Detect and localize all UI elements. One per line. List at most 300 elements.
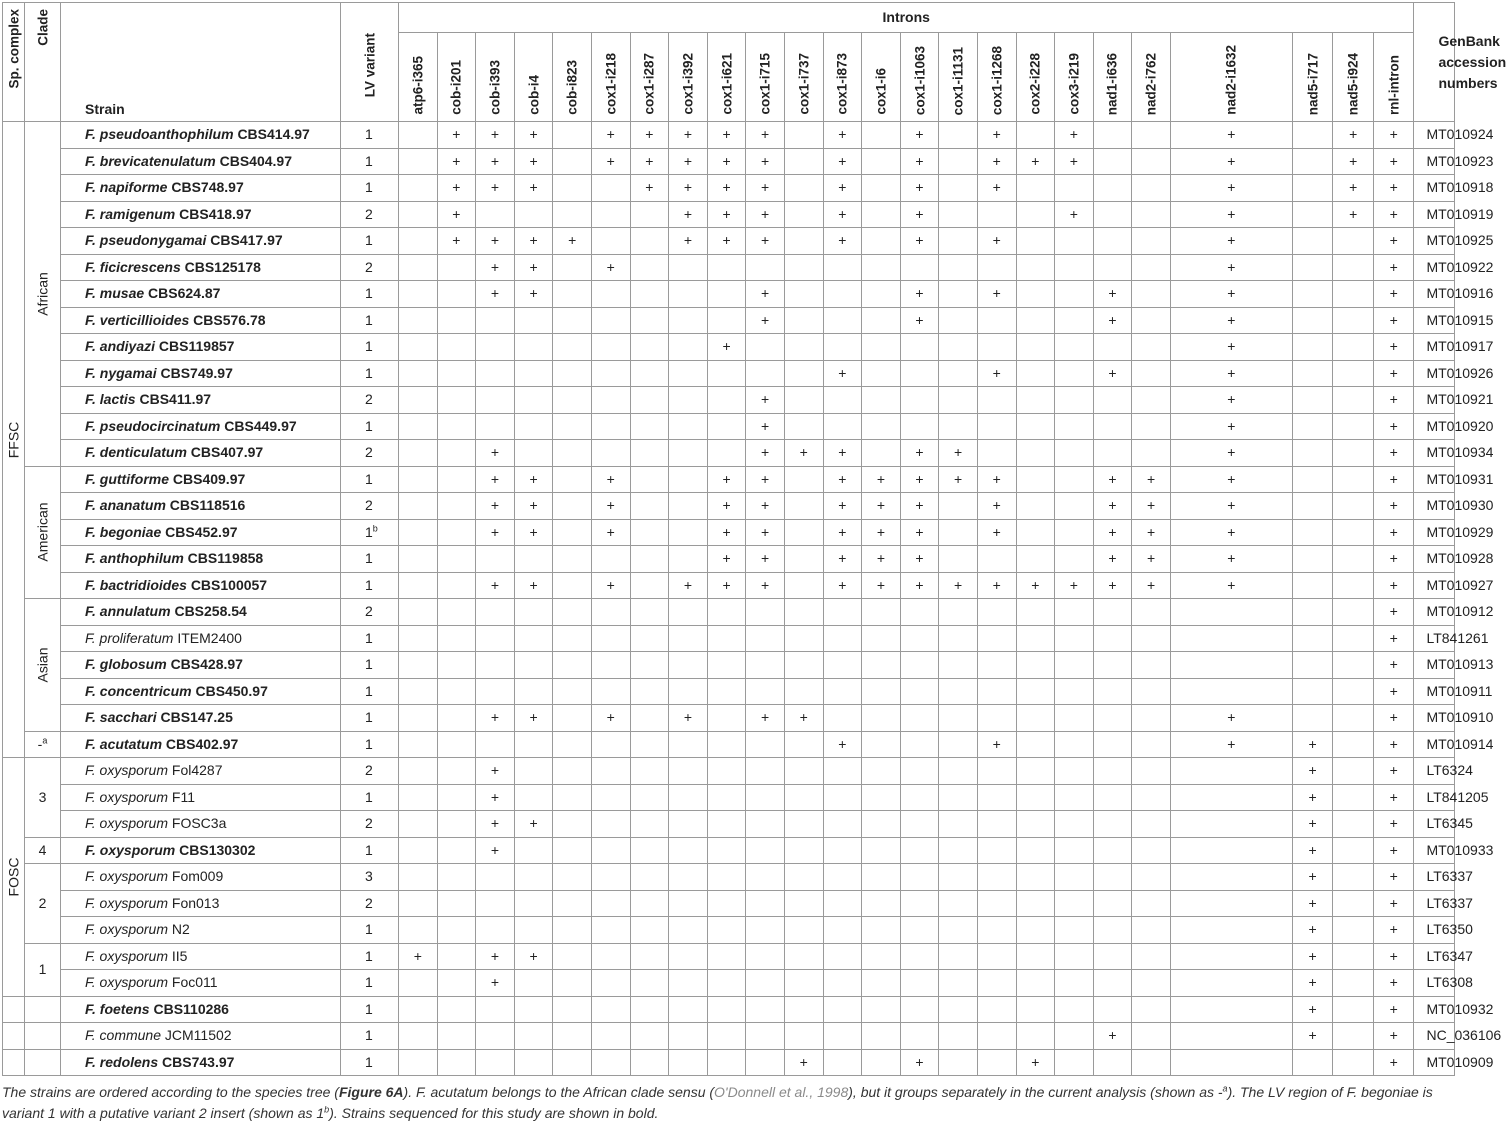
intron-cell-nad2-i762 [1132, 307, 1171, 334]
intron-present-mark: + [799, 709, 808, 726]
intron-cell-cox1-i1131 [939, 546, 978, 573]
intron-cell-cox1-i1063 [900, 837, 939, 864]
intron-cell-cob-i201 [437, 387, 476, 414]
intron-cell-cox3-i219 [1055, 943, 1094, 970]
intron-cell-cob-i201 [437, 917, 476, 944]
intron-cell-cob-i393 [476, 307, 515, 334]
intron-present-mark: + [761, 497, 770, 514]
intron-cell-cob-i201 [437, 705, 476, 732]
intron-cell-cox1-i6 [862, 625, 901, 652]
intron-cell-cox1-i6 [862, 1023, 901, 1050]
intron-cell-cox1-i737 [784, 784, 823, 811]
intron-cell-cob-i823 [553, 360, 592, 387]
clade-cell [25, 1049, 61, 1076]
lv-variant-cell: 1 [341, 572, 399, 599]
intron-present-mark: + [722, 523, 731, 540]
intron-header-cox1-i715: cox1-i715 [746, 33, 785, 122]
intron-cell-cob-i201 [437, 466, 476, 493]
intron-present-mark: + [761, 152, 770, 169]
intron-cell-rnl-intron [1373, 334, 1414, 361]
intron-present-mark: + [761, 470, 770, 487]
lv-variant-cell: 3 [341, 864, 399, 891]
lv-variant-cell: 1 [341, 943, 399, 970]
intron-present-mark: + [606, 152, 615, 169]
intron-present-mark: + [1227, 391, 1236, 408]
intron-present-mark: + [1227, 179, 1236, 196]
intron-cell-nad5-i924 [1333, 228, 1374, 255]
intron-cell-cox1-i218 [591, 705, 630, 732]
intron-cell-cob-i823 [553, 175, 592, 202]
intron-cell-nad5-i717 [1292, 705, 1333, 732]
intron-cell-cob-i4 [514, 307, 553, 334]
intron-cell-cob-i823 [553, 784, 592, 811]
intron-cell-cox1-i621 [707, 334, 746, 361]
strain-cell: F. andiyazi CBS119857 [61, 334, 341, 361]
intron-cell-rnl-intron [1373, 201, 1414, 228]
intron-cell-cox1-i621 [707, 599, 746, 626]
intron-cell-cox1-i1063 [900, 784, 939, 811]
intron-cell-cox1-i1131 [939, 228, 978, 255]
intron-header-nad5-i717: nad5-i717 [1292, 33, 1333, 122]
intron-cell-cob-i393 [476, 890, 515, 917]
intron-cell-cob-i201 [437, 493, 476, 520]
intron-cell-cob-i823 [553, 466, 592, 493]
intron-cell-cox1-i873 [823, 440, 862, 467]
intron-cell-nad2-i1632 [1170, 758, 1292, 785]
intron-cell-cox1-i392 [669, 731, 708, 758]
intron-present-mark: + [915, 497, 924, 514]
intron-cell-cob-i201 [437, 678, 476, 705]
intron-cell-cob-i4 [514, 466, 553, 493]
intron-cell-nad5-i924 [1333, 175, 1374, 202]
intron-cell-cox1-i621 [707, 678, 746, 705]
intron-cell-cox1-i873 [823, 678, 862, 705]
intron-present-mark: + [838, 126, 847, 143]
table-row [3, 572, 1455, 599]
intron-cell-nad2-i762 [1132, 254, 1171, 281]
intron-cell-cox1-i287 [630, 652, 669, 679]
intron-cell-cox1-i218 [591, 466, 630, 493]
intron-cell-cox2-i228 [1016, 201, 1055, 228]
intron-present-mark: + [838, 523, 847, 540]
intron-cell-cox2-i228 [1016, 1049, 1055, 1076]
intron-cell-cob-i823 [553, 758, 592, 785]
intron-cell-cox1-i218 [591, 837, 630, 864]
intron-cell-cob-i201 [437, 652, 476, 679]
intron-cell-cox1-i737 [784, 175, 823, 202]
intron-present-mark: + [1227, 523, 1236, 540]
intron-cell-cox1-i873 [823, 864, 862, 891]
intron-cell-cox1-i621 [707, 784, 746, 811]
intron-cell-cox2-i228 [1016, 148, 1055, 175]
intron-cell-nad1-i636 [1093, 758, 1132, 785]
intron-cell-nad2-i1632 [1170, 731, 1292, 758]
intron-cell-cox1-i392 [669, 784, 708, 811]
intron-cell-cox1-i715 [746, 360, 785, 387]
intron-cell-cob-i823 [553, 228, 592, 255]
intron-cell-cox1-i392 [669, 175, 708, 202]
intron-cell-cob-i201 [437, 890, 476, 917]
intron-cell-nad2-i1632 [1170, 917, 1292, 944]
intron-cell-nad5-i924 [1333, 360, 1374, 387]
intron-cell-nad2-i762 [1132, 652, 1171, 679]
intron-cell-cox1-i1131 [939, 864, 978, 891]
intron-present-mark: + [1227, 576, 1236, 593]
intron-cell-cox1-i737 [784, 864, 823, 891]
intron-cell-nad2-i762 [1132, 1023, 1171, 1050]
intron-cell-cox1-i1268 [977, 811, 1016, 838]
intron-cell-cox1-i392 [669, 387, 708, 414]
intron-cell-atp6-i365 [399, 970, 438, 997]
intron-cell-cox1-i1131 [939, 440, 978, 467]
intron-present-mark: + [568, 232, 577, 249]
intron-cell-cox1-i392 [669, 970, 708, 997]
intron-cell-cob-i201 [437, 837, 476, 864]
intron-cell-cox1-i218 [591, 731, 630, 758]
intron-cell-cox1-i621 [707, 519, 746, 546]
intron-cell-cob-i4 [514, 625, 553, 652]
intron-cell-nad2-i1632 [1170, 970, 1292, 997]
lv-variant-cell: 1 [341, 705, 399, 732]
intron-cell-cob-i201 [437, 572, 476, 599]
intron-cell-cox1-i873 [823, 122, 862, 149]
intron-cell-nad2-i762 [1132, 122, 1171, 149]
intron-cell-rnl-intron [1373, 281, 1414, 308]
intron-cell-cox1-i287 [630, 387, 669, 414]
intron-cell-nad5-i924 [1333, 811, 1374, 838]
intron-present-mark: + [876, 523, 886, 540]
intron-cell-cox1-i218 [591, 228, 630, 255]
intron-cell-cox1-i1131 [939, 678, 978, 705]
strain-cell: F. verticillioides CBS576.78 [61, 307, 341, 334]
intron-present-mark: + [1308, 1000, 1317, 1017]
clade-cell: American [25, 466, 61, 599]
intron-cell-cob-i201 [437, 625, 476, 652]
intron-cell-cob-i823 [553, 943, 592, 970]
intron-cell-cox1-i392 [669, 148, 708, 175]
intron-cell-nad1-i636 [1093, 334, 1132, 361]
intron-cell-cox1-i392 [669, 1023, 708, 1050]
intron-cell-cox1-i1268 [977, 254, 1016, 281]
intron-present-mark: + [529, 947, 538, 964]
intron-cell-cox1-i873 [823, 652, 862, 679]
intron-cell-cox1-i621 [707, 1023, 746, 1050]
intron-present-mark: + [915, 179, 924, 196]
intron-cell-cox3-i219 [1055, 652, 1094, 679]
intron-cell-cox1-i1131 [939, 413, 978, 440]
intron-cell-cob-i4 [514, 1023, 553, 1050]
intron-cell-nad1-i636 [1093, 652, 1132, 679]
intron-cell-cox1-i6 [862, 466, 901, 493]
intron-present-mark: + [838, 735, 847, 752]
intron-present-mark: + [1227, 258, 1236, 275]
intron-cell-nad5-i717 [1292, 678, 1333, 705]
intron-cell-cox1-i218 [591, 652, 630, 679]
intron-cell-cox1-i715 [746, 652, 785, 679]
intron-cell-nad1-i636 [1093, 784, 1132, 811]
intron-cell-cox1-i392 [669, 360, 708, 387]
intron-present-mark: + [992, 126, 1001, 143]
intron-cell-nad2-i762 [1132, 228, 1171, 255]
intron-cell-cox1-i1063 [900, 546, 939, 573]
intron-cell-cox1-i218 [591, 175, 630, 202]
intron-cell-nad2-i762 [1132, 201, 1171, 228]
intron-cell-nad2-i1632 [1170, 864, 1292, 891]
intron-present-mark: + [838, 364, 847, 381]
intron-present-mark: + [606, 126, 615, 143]
intron-cell-cox1-i1268 [977, 731, 1016, 758]
lv-variant-cell: 1 [341, 360, 399, 387]
intron-present-mark: + [761, 311, 770, 328]
genbank-accession-cell: MT010923 [1414, 148, 1455, 175]
intron-cell-cox1-i392 [669, 122, 708, 149]
strain-cell: F. lactis CBS411.97 [61, 387, 341, 414]
intron-cell-cob-i823 [553, 731, 592, 758]
intron-cell-cob-i393 [476, 837, 515, 864]
intron-cell-nad5-i717 [1292, 996, 1333, 1023]
intron-cell-nad1-i636 [1093, 864, 1132, 891]
intron-cell-cox1-i392 [669, 943, 708, 970]
intron-cell-nad1-i636 [1093, 440, 1132, 467]
intron-cell-cox1-i873 [823, 334, 862, 361]
intron-cell-nad2-i1632 [1170, 996, 1292, 1023]
intron-cell-cox1-i737 [784, 1049, 823, 1076]
genbank-accession-cell: MT010912 [1414, 599, 1455, 626]
strain-cell: F. brevicatenulatum CBS404.97 [61, 148, 341, 175]
intron-cell-nad1-i636 [1093, 890, 1132, 917]
intron-cell-cox1-i1268 [977, 519, 1016, 546]
intron-cell-cox1-i218 [591, 148, 630, 175]
intron-cell-cox1-i873 [823, 466, 862, 493]
intron-cell-nad5-i717 [1292, 360, 1333, 387]
intron-cell-cob-i4 [514, 175, 553, 202]
intron-cell-cox3-i219 [1055, 201, 1094, 228]
intron-cell-cox1-i1131 [939, 837, 978, 864]
intron-present-mark: + [954, 444, 963, 461]
intron-cell-cox2-i228 [1016, 334, 1055, 361]
intron-present-mark: + [1389, 470, 1398, 487]
intron-cell-rnl-intron [1373, 546, 1414, 573]
intron-cell-nad2-i1632 [1170, 413, 1292, 440]
intron-cell-cox1-i715 [746, 599, 785, 626]
intron-cell-nad2-i1632 [1170, 360, 1292, 387]
intron-cell-cox1-i737 [784, 307, 823, 334]
intron-cell-cox1-i1063 [900, 1023, 939, 1050]
intron-cell-cob-i823 [553, 599, 592, 626]
intron-cell-cox1-i392 [669, 201, 708, 228]
intron-cell-cox1-i1063 [900, 440, 939, 467]
intron-present-mark: + [1031, 1053, 1040, 1070]
species-complex-cell [3, 996, 25, 1023]
intron-cell-cob-i4 [514, 837, 553, 864]
intron-cell-nad2-i1632 [1170, 678, 1292, 705]
genbank-accession-cell: LT6347 [1414, 943, 1455, 970]
genbank-accession-cell: MT010910 [1414, 705, 1455, 732]
intron-cell-cox1-i715 [746, 678, 785, 705]
intron-cell-rnl-intron [1373, 519, 1414, 546]
intron-cell-cob-i823 [553, 281, 592, 308]
intron-cell-cox1-i737 [784, 943, 823, 970]
intron-cell-cob-i4 [514, 758, 553, 785]
intron-cell-nad5-i717 [1292, 811, 1333, 838]
strain-cell: F. oxysporum Fol4287 [61, 758, 341, 785]
intron-cell-cox1-i287 [630, 625, 669, 652]
intron-present-mark: + [1227, 364, 1236, 381]
intron-cell-cox1-i1063 [900, 1049, 939, 1076]
intron-cell-atp6-i365 [399, 758, 438, 785]
intron-cell-cox1-i715 [746, 148, 785, 175]
intron-present-mark: + [606, 523, 615, 540]
intron-cell-cox1-i715 [746, 758, 785, 785]
table-row [3, 148, 1455, 175]
intron-cell-cox1-i715 [746, 519, 785, 546]
intron-cell-nad2-i1632 [1170, 572, 1292, 599]
intron-cell-cob-i201 [437, 413, 476, 440]
intron-cell-cox1-i715 [746, 731, 785, 758]
strain-cell: F. pseudoanthophilum CBS414.97 [61, 122, 341, 149]
intron-cell-cox1-i715 [746, 811, 785, 838]
header-clade: Clade [25, 3, 61, 122]
table-row [3, 864, 1455, 891]
strain-cell: F. sacchari CBS147.25 [61, 705, 341, 732]
intron-present-mark: + [722, 497, 731, 514]
intron-present-mark: + [1389, 258, 1398, 275]
intron-header-cox1-i737: cox1-i737 [784, 33, 823, 122]
intron-cell-cox1-i621 [707, 122, 746, 149]
intron-present-mark: + [1349, 205, 1358, 222]
intron-cell-cob-i823 [553, 811, 592, 838]
strain-cell: F. annulatum CBS258.54 [61, 599, 341, 626]
strain-cell: F. redolens CBS743.97 [61, 1049, 341, 1076]
intron-cell-cox1-i218 [591, 387, 630, 414]
intron-present-mark: + [761, 391, 770, 408]
intron-cell-cox1-i1268 [977, 493, 1016, 520]
intron-present-mark: + [1308, 815, 1317, 832]
intron-cell-nad5-i717 [1292, 837, 1333, 864]
intron-cell-rnl-intron [1373, 360, 1414, 387]
intron-present-mark: + [490, 179, 500, 196]
intron-cell-cox1-i287 [630, 228, 669, 255]
intron-cell-cox1-i1131 [939, 599, 978, 626]
intron-cell-cox1-i1268 [977, 890, 1016, 917]
lv-variant-cell: 2 [341, 758, 399, 785]
intron-cell-cox3-i219 [1055, 572, 1094, 599]
intron-cell-cob-i393 [476, 811, 515, 838]
intron-present-mark: + [1389, 550, 1398, 567]
intron-cell-cox2-i228 [1016, 307, 1055, 334]
clade-cell: African [25, 122, 61, 467]
intron-cell-cox1-i1131 [939, 731, 978, 758]
intron-cell-nad5-i717 [1292, 201, 1333, 228]
intron-cell-nad2-i762 [1132, 413, 1171, 440]
intron-cell-nad1-i636 [1093, 360, 1132, 387]
intron-cell-nad5-i924 [1333, 970, 1374, 997]
intron-present-mark: + [1389, 709, 1398, 726]
intron-cell-cox1-i287 [630, 360, 669, 387]
strain-cell: F. nygamai CBS749.97 [61, 360, 341, 387]
intron-present-mark: + [915, 470, 924, 487]
intron-cell-cox2-i228 [1016, 652, 1055, 679]
intron-cell-atp6-i365 [399, 943, 438, 970]
intron-present-mark: + [452, 152, 461, 169]
strain-cell: F. foetens CBS110286 [61, 996, 341, 1023]
intron-cell-cob-i201 [437, 122, 476, 149]
intron-cell-cox1-i1063 [900, 890, 939, 917]
intron-present-mark: + [1308, 894, 1317, 911]
intron-present-mark: + [1227, 444, 1236, 461]
intron-cell-cox1-i715 [746, 546, 785, 573]
intron-cell-cox2-i228 [1016, 1023, 1055, 1050]
intron-cell-nad1-i636 [1093, 917, 1132, 944]
strain-cell: F. napiforme CBS748.97 [61, 175, 341, 202]
intron-cell-cob-i393 [476, 731, 515, 758]
intron-cell-nad5-i717 [1292, 970, 1333, 997]
intron-cell-rnl-intron [1373, 440, 1414, 467]
intron-cell-cox2-i228 [1016, 811, 1055, 838]
intron-cell-cox1-i873 [823, 201, 862, 228]
intron-cell-cox1-i1268 [977, 599, 1016, 626]
intron-present-mark: + [1146, 470, 1156, 487]
intron-cell-cob-i201 [437, 440, 476, 467]
intron-cell-nad2-i1632 [1170, 546, 1292, 573]
intron-cell-cox1-i287 [630, 148, 669, 175]
intron-cell-nad5-i717 [1292, 864, 1333, 891]
intron-cell-cox1-i1131 [939, 1023, 978, 1050]
genbank-accession-cell: LT6345 [1414, 811, 1455, 838]
intron-cell-nad1-i636 [1093, 678, 1132, 705]
intron-cell-cox1-i392 [669, 493, 708, 520]
intron-cell-nad2-i1632 [1170, 148, 1292, 175]
intron-cell-cox1-i621 [707, 201, 746, 228]
intron-cell-cox1-i873 [823, 970, 862, 997]
intron-cell-cox2-i228 [1016, 466, 1055, 493]
intron-cell-cox1-i6 [862, 175, 901, 202]
intron-cell-cox1-i218 [591, 811, 630, 838]
intron-present-mark: + [1389, 656, 1398, 673]
intron-cell-cox1-i873 [823, 281, 862, 308]
intron-cell-nad2-i1632 [1170, 466, 1292, 493]
intron-cell-cox2-i228 [1016, 440, 1055, 467]
intron-cell-cox1-i621 [707, 466, 746, 493]
intron-cell-cob-i823 [553, 413, 592, 440]
intron-cell-cox1-i1131 [939, 705, 978, 732]
intron-cell-cox3-i219 [1055, 917, 1094, 944]
intron-cell-cox1-i737 [784, 652, 823, 679]
table-row [3, 1049, 1455, 1076]
intron-cell-nad1-i636 [1093, 148, 1132, 175]
intron-cell-cox1-i737 [784, 625, 823, 652]
intron-cell-cox1-i737 [784, 360, 823, 387]
intron-present-mark: + [1389, 815, 1398, 832]
intron-cell-cox1-i392 [669, 572, 708, 599]
intron-cell-cob-i393 [476, 519, 515, 546]
clade-cell: 3 [25, 758, 61, 838]
intron-cell-cox1-i6 [862, 122, 901, 149]
intron-cell-nad1-i636 [1093, 705, 1132, 732]
intron-cell-nad5-i924 [1333, 1023, 1374, 1050]
intron-cell-cox1-i218 [591, 519, 630, 546]
intron-cell-cox1-i1063 [900, 943, 939, 970]
intron-cell-cox1-i287 [630, 970, 669, 997]
lv-variant-cell: 1 [341, 1049, 399, 1076]
intron-cell-cob-i393 [476, 201, 515, 228]
intron-present-mark: + [838, 232, 847, 249]
intron-cell-cox1-i287 [630, 175, 669, 202]
intron-cell-nad2-i1632 [1170, 1049, 1292, 1076]
intron-cell-cob-i393 [476, 864, 515, 891]
intron-cell-cob-i201 [437, 758, 476, 785]
intron-cell-cox1-i737 [784, 731, 823, 758]
